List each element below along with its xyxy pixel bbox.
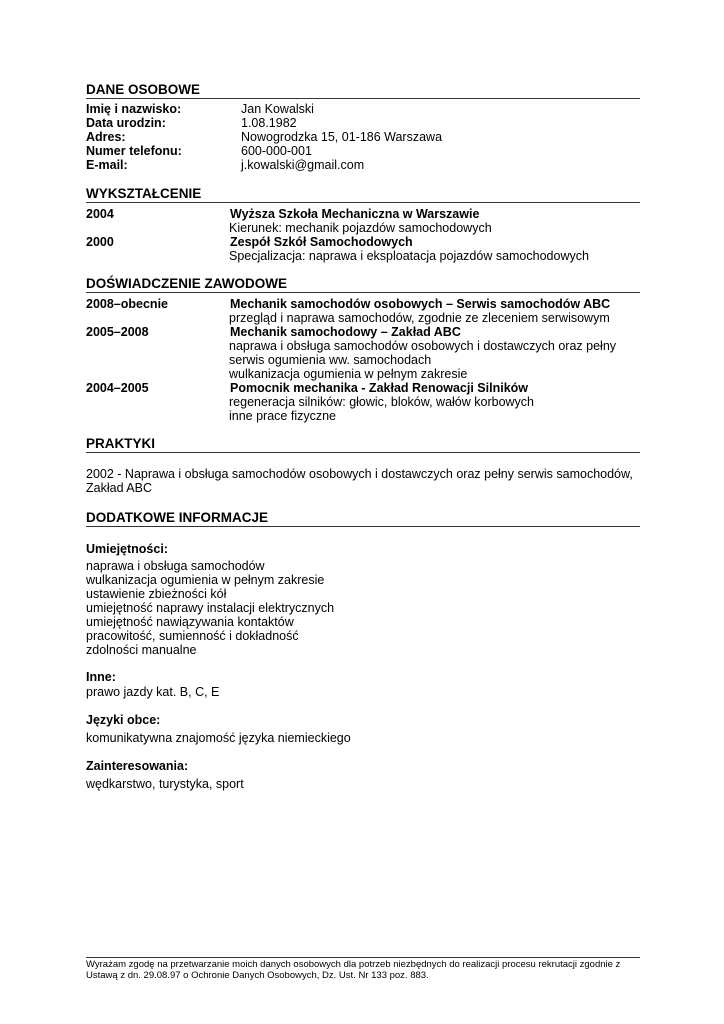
footer-divider <box>86 957 640 958</box>
skill-item: ustawienie zbieżności kół <box>86 587 227 601</box>
skill-item: zdolności manualne <box>86 643 197 657</box>
other-label: Inne: <box>86 670 116 684</box>
section-title-personal: DANE OSOBOWE <box>86 82 640 99</box>
experience-position: Mechanik samochodowy – Zakład ABC <box>230 325 461 339</box>
value-birthdate: 1.08.1982 <box>241 116 297 130</box>
value-name: Jan Kowalski <box>241 102 314 116</box>
skills-label: Umiejętności: <box>86 542 168 556</box>
label-email: E-mail: <box>86 158 128 172</box>
section-title-internships: PRAKTYKI <box>86 436 640 453</box>
other-value: prawo jazdy kat. B, C, E <box>86 685 220 699</box>
experience-position: Pomocnik mechanika - Zakład Renowacji Silników <box>230 381 529 395</box>
value-address: Nowogrodzka 15, 01-186 Warszawa <box>241 130 443 144</box>
experience-duty: naprawa i obsługa samochodów osobowych i dostawczych oraz pełny <box>229 339 617 353</box>
interests-value: wędkarstwo, turystyka, sport <box>86 777 244 791</box>
experience-duty: inne prace fizyczne <box>229 409 337 423</box>
label-birthdate: Data urodzin: <box>86 116 166 130</box>
skill-item: wulkanizacja ogumienia w pełnym zakresie <box>86 573 325 587</box>
value-email: j.kowalski@gmail.com <box>241 158 365 172</box>
experience-position: Mechanik samochodów osobowych – Serwis samochodów ABC <box>230 297 611 311</box>
experience-period: 2008–obecnie <box>86 297 168 311</box>
internships-text: 2002 - Naprawa i obsługa samochodów osobowych i dostawczych oraz pełny serwis samochodów, Zakład ABC <box>86 467 633 495</box>
label-address: Adres: <box>86 130 126 144</box>
experience-duty: przegląd i naprawa samochodów, zgodnie ze zleceniem serwisowym <box>229 311 610 325</box>
interests-label: Zainteresowania: <box>86 759 189 773</box>
section-title-education: WYKSZTAŁCENIE <box>86 186 640 203</box>
education-detail: Specjalizacja: naprawa i eksploatacja pojazdów samochodowych <box>229 249 589 263</box>
gdpr-consent-clause: Wyrażam zgodę na przetwarzanie moich danych osobowych dla potrzeb niezbędnych do realizacji procesu rekrutacji zgodnie z Ustawą z dn. 29.08.97 o Ochronie Danych Osobowych, Dz. Ust. Nr 133 poz. 883. <box>86 959 621 981</box>
label-phone: Numer telefonu: <box>86 144 182 158</box>
languages-value: komunikatywna znajomość języka niemieckiego <box>86 731 351 745</box>
education-year: 2000 <box>86 235 114 249</box>
education-school: Wyższa Szkoła Mechaniczna w Warszawie <box>230 207 480 221</box>
value-phone: 600-000-001 <box>241 144 312 158</box>
section-title-experience: DOŚWIADCZENIE ZAWODOWE <box>86 276 640 293</box>
label-name: Imię i nazwisko: <box>86 102 182 116</box>
languages-label: Języki obce: <box>86 713 161 727</box>
experience-duty: serwis ogumienia ww. samochodach <box>229 353 432 367</box>
experience-period: 2005–2008 <box>86 325 149 339</box>
experience-duty: wulkanizacja ogumienia w pełnym zakresie <box>229 367 468 381</box>
education-school: Zespół Szkół Samochodowych <box>230 235 413 249</box>
education-year: 2004 <box>86 207 114 221</box>
skill-item: pracowitość, sumienność i dokładność <box>86 629 299 643</box>
skill-item: umiejętność naprawy instalacji elektrycznych <box>86 601 335 615</box>
skill-item: umiejętność nawiązywania kontaktów <box>86 615 294 629</box>
experience-period: 2004–2005 <box>86 381 149 395</box>
skill-item: naprawa i obsługa samochodów <box>86 559 265 573</box>
education-detail: Kierunek: mechanik pojazdów samochodowych <box>229 221 492 235</box>
section-title-additional: DODATKOWE INFORMACJE <box>86 510 640 527</box>
experience-duty: regeneracja silników: głowic, bloków, wałów korbowych <box>229 395 534 409</box>
